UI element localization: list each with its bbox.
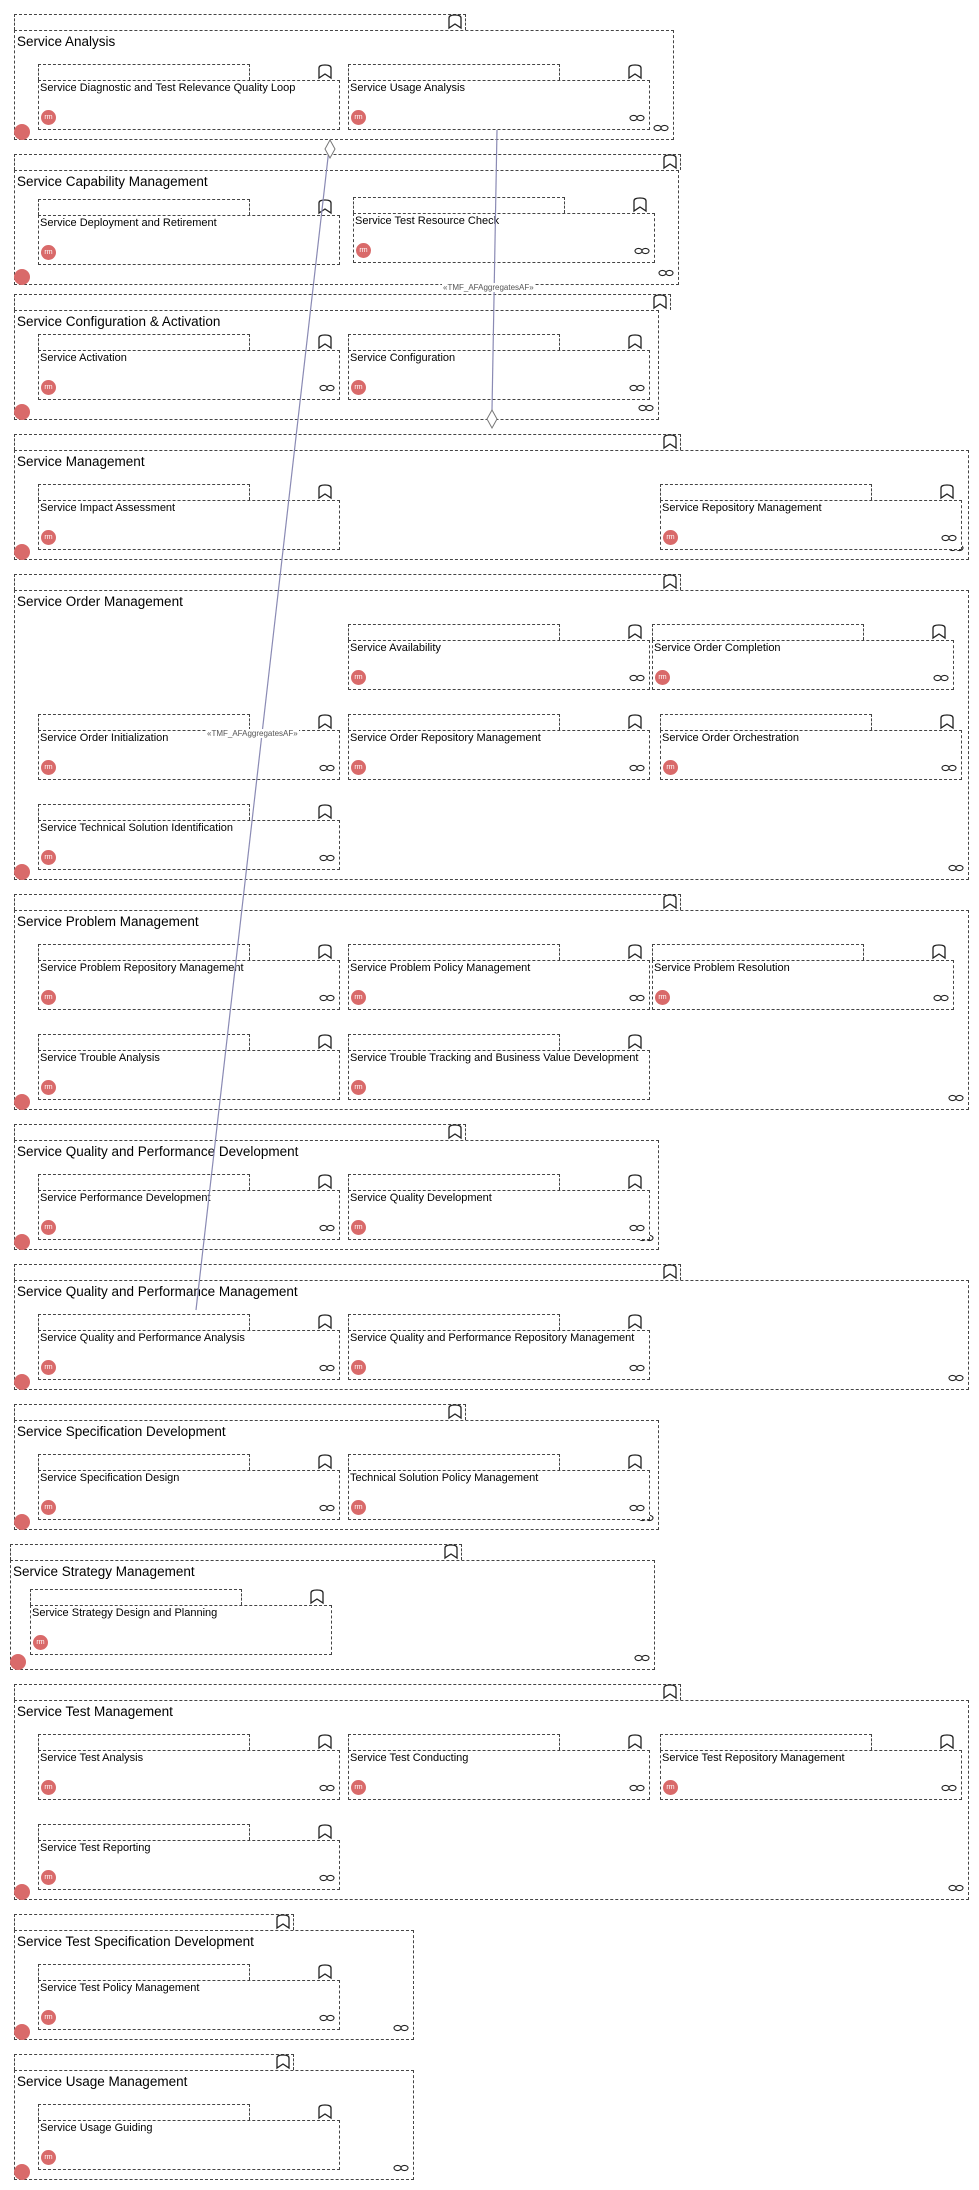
function-tab xyxy=(660,484,872,500)
function-service-repository-management[interactable] xyxy=(660,500,962,550)
rm-badge-icon xyxy=(14,544,30,560)
group-tab xyxy=(14,14,466,30)
bookmark-icon xyxy=(317,804,333,825)
bookmark-icon xyxy=(662,894,678,915)
function-title: Service Order Repository Management xyxy=(350,732,541,744)
link-icon xyxy=(319,1359,335,1377)
group-title: Service Quality and Performance Development xyxy=(17,1144,299,1159)
function-service-test-policy-management[interactable] xyxy=(38,1980,340,2030)
function-service-problem-repository-management[interactable] xyxy=(38,960,340,1010)
function-service-diagnostic-and-test-relevance-quality-loop[interactable] xyxy=(38,80,340,130)
group-tab xyxy=(14,1124,466,1140)
function-title: Service Trouble Analysis xyxy=(40,1052,160,1064)
bookmark-icon xyxy=(627,64,643,85)
group-tab xyxy=(14,2054,294,2070)
rm-badge-icon xyxy=(14,1094,30,1110)
function-tab xyxy=(38,1964,250,1980)
rm-badge-icon: rm xyxy=(663,1780,678,1795)
rm-badge-icon: rm xyxy=(351,1780,366,1795)
function-service-order-repository-management[interactable] xyxy=(348,730,650,780)
link-icon xyxy=(638,399,654,417)
bookmark-icon xyxy=(317,334,333,355)
bookmark-icon xyxy=(662,434,678,455)
rm-badge-icon: rm xyxy=(655,990,670,1005)
function-tab xyxy=(348,714,560,730)
rm-badge-icon: rm xyxy=(41,380,56,395)
function-service-availability[interactable] xyxy=(348,640,650,690)
link-icon xyxy=(658,264,674,282)
link-icon xyxy=(319,379,335,397)
link-icon xyxy=(319,1779,335,1797)
bookmark-icon xyxy=(317,1824,333,1845)
rm-badge-icon: rm xyxy=(356,243,371,258)
bookmark-icon xyxy=(317,1734,333,1755)
function-title: Service Usage Guiding xyxy=(40,2122,153,2134)
rm-badge-icon: rm xyxy=(663,530,678,545)
function-title: Service Performance Development xyxy=(40,1192,211,1204)
edge-label: «TMF_AFAggregatesAF» xyxy=(443,283,534,292)
group-title: Service Capability Management xyxy=(17,174,208,189)
function-title: Service Specification Design xyxy=(40,1472,180,1484)
function-title: Service Activation xyxy=(40,352,127,364)
group-title: Service Analysis xyxy=(17,34,116,49)
rm-badge-icon: rm xyxy=(33,1635,48,1650)
link-icon xyxy=(319,1219,335,1237)
function-title: Service Impact Assessment xyxy=(40,502,176,514)
function-title: Service Deployment and Retirement xyxy=(40,217,217,229)
function-tab xyxy=(30,1589,242,1605)
function-tab xyxy=(652,624,864,640)
function-tab xyxy=(348,1734,560,1750)
rm-badge-icon: rm xyxy=(41,530,56,545)
function-title: Service Technical Solution Identification xyxy=(40,822,234,834)
edge-label: «TMF_AFAggregatesAF» xyxy=(207,729,298,738)
rm-badge-icon: rm xyxy=(351,1500,366,1515)
rm-badge-icon: rm xyxy=(351,1360,366,1375)
function-title: Service Problem Resolution xyxy=(654,962,790,974)
bookmark-icon xyxy=(652,294,668,315)
rm-badge-icon: rm xyxy=(41,850,56,865)
function-title: Service Problem Repository Management xyxy=(40,962,244,974)
group-title: Service Management xyxy=(17,454,145,469)
bookmark-icon xyxy=(627,1034,643,1055)
bookmark-icon xyxy=(627,944,643,965)
function-tab xyxy=(348,64,560,80)
link-icon xyxy=(393,2019,409,2037)
function-tab xyxy=(38,2104,250,2120)
function-tab xyxy=(348,944,560,960)
function-service-order-orchestration[interactable] xyxy=(660,730,962,780)
function-tab xyxy=(348,1314,560,1330)
rm-badge-icon xyxy=(14,124,30,140)
function-technical-solution-policy-management[interactable] xyxy=(348,1470,650,1520)
function-tab xyxy=(348,1174,560,1190)
function-tab xyxy=(38,484,250,500)
bookmark-icon xyxy=(317,944,333,965)
function-service-trouble-tracking-and-business-value-development[interactable] xyxy=(348,1050,650,1100)
function-service-technical-solution-identification[interactable] xyxy=(38,820,340,870)
function-title: Service Order Orchestration xyxy=(662,732,799,744)
bookmark-icon xyxy=(662,154,678,175)
group-title: Service Configuration & Activation xyxy=(17,314,221,329)
rm-badge-icon: rm xyxy=(351,380,366,395)
rm-badge-icon: rm xyxy=(41,1080,56,1095)
bookmark-icon xyxy=(317,714,333,735)
bookmark-icon xyxy=(447,14,463,35)
group-title: Service Order Management xyxy=(17,594,183,609)
link-icon xyxy=(629,1499,645,1517)
function-service-configuration[interactable] xyxy=(348,350,650,400)
group-title: Service Test Management xyxy=(17,1704,173,1719)
function-title: Service Test Conducting xyxy=(350,1752,469,1764)
function-service-usage-analysis[interactable] xyxy=(348,80,650,130)
bookmark-icon xyxy=(632,197,648,218)
function-service-test-reporting[interactable] xyxy=(38,1840,340,1890)
function-tab xyxy=(38,1734,250,1750)
link-icon xyxy=(319,1499,335,1517)
bookmark-icon xyxy=(662,574,678,595)
bookmark-icon xyxy=(447,1124,463,1145)
function-title: Service Trouble Tracking and Business Value Development xyxy=(350,1052,639,1064)
function-service-quality-and-performance-analysis[interactable] xyxy=(38,1330,340,1380)
rm-badge-icon xyxy=(14,1884,30,1900)
group-tab xyxy=(14,1264,681,1280)
function-service-performance-development[interactable] xyxy=(38,1190,340,1240)
bookmark-icon xyxy=(317,1174,333,1195)
bookmark-icon xyxy=(931,624,947,645)
group-tab xyxy=(14,1914,294,1930)
bookmark-icon xyxy=(627,624,643,645)
function-title: Service Order Completion xyxy=(654,642,781,654)
group-title: Service Specification Development xyxy=(17,1424,226,1439)
function-service-test-analysis[interactable] xyxy=(38,1750,340,1800)
function-service-order-completion[interactable] xyxy=(652,640,954,690)
function-service-activation[interactable] xyxy=(38,350,340,400)
group-title: Service Usage Management xyxy=(17,2074,188,2089)
group-tab xyxy=(14,1404,466,1420)
bookmark-icon xyxy=(627,1454,643,1475)
bookmark-icon xyxy=(317,1034,333,1055)
group-tab xyxy=(14,1684,681,1700)
function-service-deployment-and-retirement[interactable] xyxy=(38,215,340,265)
function-title: Service Test Repository Management xyxy=(662,1752,845,1764)
bookmark-icon xyxy=(317,484,333,505)
group-title: Service Problem Management xyxy=(17,914,199,929)
function-tab xyxy=(38,714,250,730)
rm-badge-icon: rm xyxy=(351,990,366,1005)
function-title: Service Strategy Design and Planning xyxy=(32,1607,218,1619)
function-service-test-conducting[interactable] xyxy=(348,1750,650,1800)
function-title: Service Test Reporting xyxy=(40,1842,151,1854)
rm-badge-icon: rm xyxy=(41,1500,56,1515)
function-tab xyxy=(660,1734,872,1750)
group-tab xyxy=(14,154,681,170)
rm-badge-icon: rm xyxy=(351,110,366,125)
bookmark-icon xyxy=(443,1544,459,1565)
rm-badge-icon: rm xyxy=(41,1870,56,1885)
bookmark-icon xyxy=(317,199,333,220)
function-tab xyxy=(660,714,872,730)
link-icon xyxy=(948,1369,964,1387)
link-icon xyxy=(393,2159,409,2177)
function-service-strategy-design-and-planning[interactable] xyxy=(30,1605,332,1655)
rm-badge-icon xyxy=(14,864,30,880)
function-tab xyxy=(38,64,250,80)
bookmark-icon xyxy=(627,334,643,355)
rm-badge-icon: rm xyxy=(655,670,670,685)
link-icon xyxy=(629,989,645,1007)
rm-badge-icon: rm xyxy=(351,1220,366,1235)
bookmark-icon xyxy=(447,1404,463,1425)
bookmark-icon xyxy=(662,1684,678,1705)
bookmark-icon xyxy=(317,1454,333,1475)
link-icon xyxy=(629,1779,645,1797)
function-title: Service Quality Development xyxy=(350,1192,492,1204)
rm-badge-icon: rm xyxy=(41,1220,56,1235)
bookmark-icon xyxy=(309,1589,325,1610)
rm-badge-icon xyxy=(14,2024,30,2040)
rm-badge-icon xyxy=(14,404,30,420)
function-title: Service Quality and Performance Repository Management xyxy=(350,1332,635,1344)
function-service-test-resource-check[interactable] xyxy=(353,213,655,263)
bookmark-icon xyxy=(317,1314,333,1335)
rm-badge-icon: rm xyxy=(41,1780,56,1795)
function-title: Service Order Initialization xyxy=(40,732,169,744)
bookmark-icon xyxy=(939,484,955,505)
function-service-problem-resolution[interactable] xyxy=(652,960,954,1010)
rm-badge-icon: rm xyxy=(663,760,678,775)
link-icon xyxy=(629,1359,645,1377)
rm-badge-icon xyxy=(14,269,30,285)
function-title: Service Repository Management xyxy=(662,502,822,514)
rm-badge-icon: rm xyxy=(41,1360,56,1375)
rm-badge-icon xyxy=(14,1514,30,1530)
link-icon xyxy=(933,989,949,1007)
group-title: Service Test Specification Development xyxy=(17,1934,254,1949)
rm-badge-icon: rm xyxy=(41,245,56,260)
function-title: Service Test Policy Management xyxy=(40,1982,200,1994)
bookmark-icon xyxy=(317,2104,333,2125)
bookmark-icon xyxy=(627,1174,643,1195)
group-title: Service Strategy Management xyxy=(13,1564,195,1579)
bookmark-icon xyxy=(317,64,333,85)
rm-badge-icon: rm xyxy=(41,990,56,1005)
link-icon xyxy=(319,2009,335,2027)
function-service-test-repository-management[interactable] xyxy=(660,1750,962,1800)
group-tab xyxy=(14,574,681,590)
group-title: Service Quality and Performance Management xyxy=(17,1284,298,1299)
function-tab xyxy=(348,334,560,350)
rm-badge-icon: rm xyxy=(351,760,366,775)
bookmark-icon xyxy=(662,1264,678,1285)
function-tab xyxy=(348,624,560,640)
link-icon xyxy=(634,1649,650,1667)
function-title: Service Test Resource Check xyxy=(355,215,500,227)
function-tab xyxy=(38,1034,250,1050)
function-title: Service Usage Analysis xyxy=(350,82,465,94)
function-service-specification-design[interactable] xyxy=(38,1470,340,1520)
group-tab xyxy=(14,434,681,450)
function-tab xyxy=(38,334,250,350)
link-icon xyxy=(629,759,645,777)
link-icon xyxy=(634,242,650,260)
rm-badge-icon: rm xyxy=(41,2150,56,2165)
link-icon xyxy=(629,109,645,127)
function-title: Service Configuration xyxy=(350,352,456,364)
function-tab xyxy=(38,1174,250,1190)
rm-badge-icon: rm xyxy=(41,110,56,125)
function-title: Service Problem Policy Management xyxy=(350,962,531,974)
function-tab xyxy=(38,199,250,215)
function-service-quality-and-performance-repository-management[interactable] xyxy=(348,1330,650,1380)
link-icon xyxy=(653,119,669,137)
function-tab xyxy=(652,944,864,960)
link-icon xyxy=(629,1219,645,1237)
bookmark-icon xyxy=(317,1964,333,1985)
rm-badge-icon xyxy=(10,1654,26,1670)
rm-badge-icon xyxy=(14,2164,30,2180)
link-icon xyxy=(629,379,645,397)
bookmark-icon xyxy=(627,1734,643,1755)
function-tab xyxy=(353,197,565,213)
rm-badge-icon: rm xyxy=(351,670,366,685)
link-icon xyxy=(319,989,335,1007)
bookmark-icon xyxy=(275,1914,291,1935)
bookmark-icon xyxy=(275,2054,291,2075)
rm-badge-icon: rm xyxy=(41,2010,56,2025)
function-title: Service Availability xyxy=(350,642,441,654)
function-tab xyxy=(348,1454,560,1470)
bookmark-icon xyxy=(627,714,643,735)
link-icon xyxy=(948,1879,964,1897)
function-tab xyxy=(38,804,250,820)
link-icon xyxy=(933,669,949,687)
function-service-usage-guiding[interactable] xyxy=(38,2120,340,2170)
function-service-trouble-analysis[interactable] xyxy=(38,1050,340,1100)
link-icon xyxy=(941,529,957,547)
function-service-problem-policy-management[interactable] xyxy=(348,960,650,1010)
link-icon xyxy=(948,1089,964,1107)
function-title: Service Test Analysis xyxy=(40,1752,144,1764)
bookmark-icon xyxy=(627,1314,643,1335)
rm-badge-icon xyxy=(14,1374,30,1390)
bookmark-icon xyxy=(931,944,947,965)
function-service-quality-development[interactable] xyxy=(348,1190,650,1240)
function-tab xyxy=(348,1034,560,1050)
bookmark-icon xyxy=(939,1734,955,1755)
group-tab xyxy=(10,1544,462,1560)
rm-badge-icon xyxy=(14,1234,30,1250)
function-title: Service Quality and Performance Analysis xyxy=(40,1332,245,1344)
link-icon xyxy=(941,759,957,777)
link-icon xyxy=(319,1869,335,1887)
rm-badge-icon: rm xyxy=(351,1080,366,1095)
link-icon xyxy=(319,849,335,867)
function-tab xyxy=(38,1454,250,1470)
function-title: Service Diagnostic and Test Relevance Quality Loop xyxy=(40,82,296,94)
function-service-impact-assessment[interactable] xyxy=(38,500,340,550)
bookmark-icon xyxy=(939,714,955,735)
link-icon xyxy=(319,759,335,777)
link-icon xyxy=(941,1779,957,1797)
rm-badge-icon: rm xyxy=(41,760,56,775)
function-title: Technical Solution Policy Management xyxy=(350,1472,539,1484)
group-tab xyxy=(14,894,681,910)
group-tab xyxy=(14,294,671,310)
function-tab xyxy=(38,1824,250,1840)
link-icon xyxy=(629,669,645,687)
link-icon xyxy=(948,859,964,877)
function-tab xyxy=(38,1314,250,1330)
function-tab xyxy=(38,944,250,960)
